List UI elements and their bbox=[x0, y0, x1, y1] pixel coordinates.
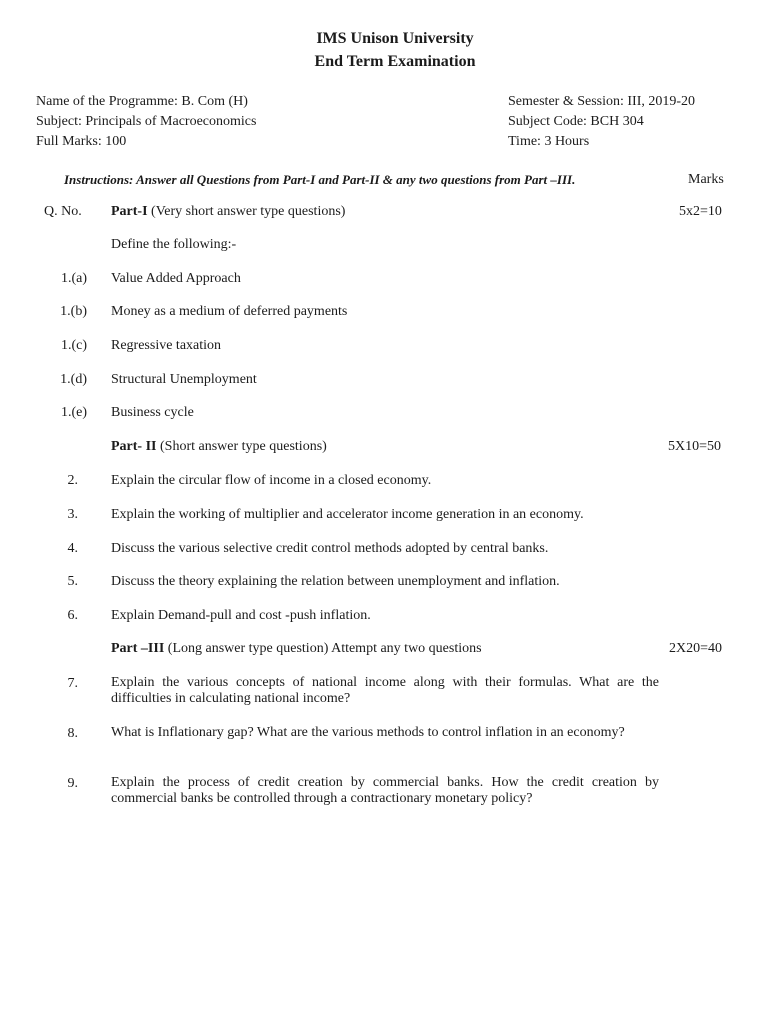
part3-desc: (Long answer type question) Attempt any two questions bbox=[164, 641, 482, 656]
question-text: Explain the various concepts of national income along with their formulas. What are the difficulties in calculating national income? bbox=[111, 675, 659, 706]
question-number: 7. bbox=[67, 676, 78, 691]
subject-code: Subject Code: BCH 304 bbox=[508, 114, 644, 129]
part3-heading bbox=[111, 641, 482, 657]
question-number: 6. bbox=[67, 608, 78, 623]
question-text: Explain the working of multiplier and accelerator income generation in an economy. bbox=[111, 507, 584, 522]
question-text: Value Added Approach bbox=[111, 271, 241, 286]
part3-marks: 2X20=40 bbox=[669, 641, 723, 656]
question-text: Structural Unemployment bbox=[111, 372, 257, 387]
question-text: Explain Demand-pull and cost -push inflation. bbox=[111, 608, 371, 623]
question-number: 3. bbox=[67, 507, 78, 522]
question-number: 2. bbox=[67, 473, 78, 488]
part1-marks: 5x2=10 bbox=[679, 204, 722, 219]
question-number: 9. bbox=[67, 776, 78, 791]
part2-heading bbox=[111, 439, 327, 455]
exam-title: End Term Examination bbox=[314, 53, 476, 70]
part3-title: Part –III bbox=[111, 641, 165, 656]
full-marks: Full Marks: 100 bbox=[36, 134, 127, 149]
subject-name: Subject: Principals of Macroeconomics bbox=[36, 114, 257, 129]
semester-session: Semester & Session: III, 2019-20 bbox=[508, 94, 696, 109]
programme-name: Name of the Programme: B. Com (H) bbox=[36, 94, 248, 109]
question-text: What is Inflationary gap? What are the various methods to control inflation in an economy? bbox=[111, 725, 625, 740]
question-text: Regressive taxation bbox=[111, 338, 222, 353]
instructions: Instructions: Answer all Questions from Part-I and Part-II & any two questions from Part –III. bbox=[64, 172, 576, 187]
part2-desc: (Short answer type questions) bbox=[156, 439, 327, 454]
part1-intro: Define the following:- bbox=[111, 237, 237, 252]
marks-header: Marks bbox=[688, 172, 724, 187]
question-number: 4. bbox=[67, 541, 78, 556]
part1-desc: (Very short answer type questions) bbox=[147, 204, 346, 219]
university-name: IMS Unison University bbox=[316, 30, 474, 47]
question-text: Explain the process of credit creation by commercial banks. How the credit creation by commercial banks be controlled through a contractionary monetary policy? bbox=[111, 775, 659, 806]
question-text: Explain the circular flow of income in a closed economy. bbox=[111, 473, 432, 488]
question-number: 1.(c) bbox=[60, 338, 87, 353]
question-number: 1.(e) bbox=[60, 405, 87, 420]
question-number: 1.(b) bbox=[60, 304, 87, 319]
question-number: 1.(d) bbox=[60, 372, 87, 387]
question-text: Discuss the theory explaining the relation between unemployment and inflation. bbox=[111, 574, 560, 589]
question-text: Money as a medium of deferred payments bbox=[111, 304, 348, 319]
qno-header: Q. No. bbox=[44, 204, 82, 219]
part2-title: Part- II bbox=[111, 439, 157, 454]
question-text: Discuss the various selective credit control methods adopted by central banks. bbox=[111, 541, 549, 556]
exam-time: Time: 3 Hours bbox=[508, 134, 590, 149]
question-text: Business cycle bbox=[111, 405, 194, 420]
part2-marks: 5X10=50 bbox=[668, 439, 722, 454]
question-number: 5. bbox=[67, 574, 78, 589]
question-number: 8. bbox=[67, 726, 78, 741]
part1-title: Part-I bbox=[111, 204, 148, 219]
question-number: 1.(a) bbox=[60, 271, 87, 286]
part1-heading bbox=[111, 204, 345, 220]
